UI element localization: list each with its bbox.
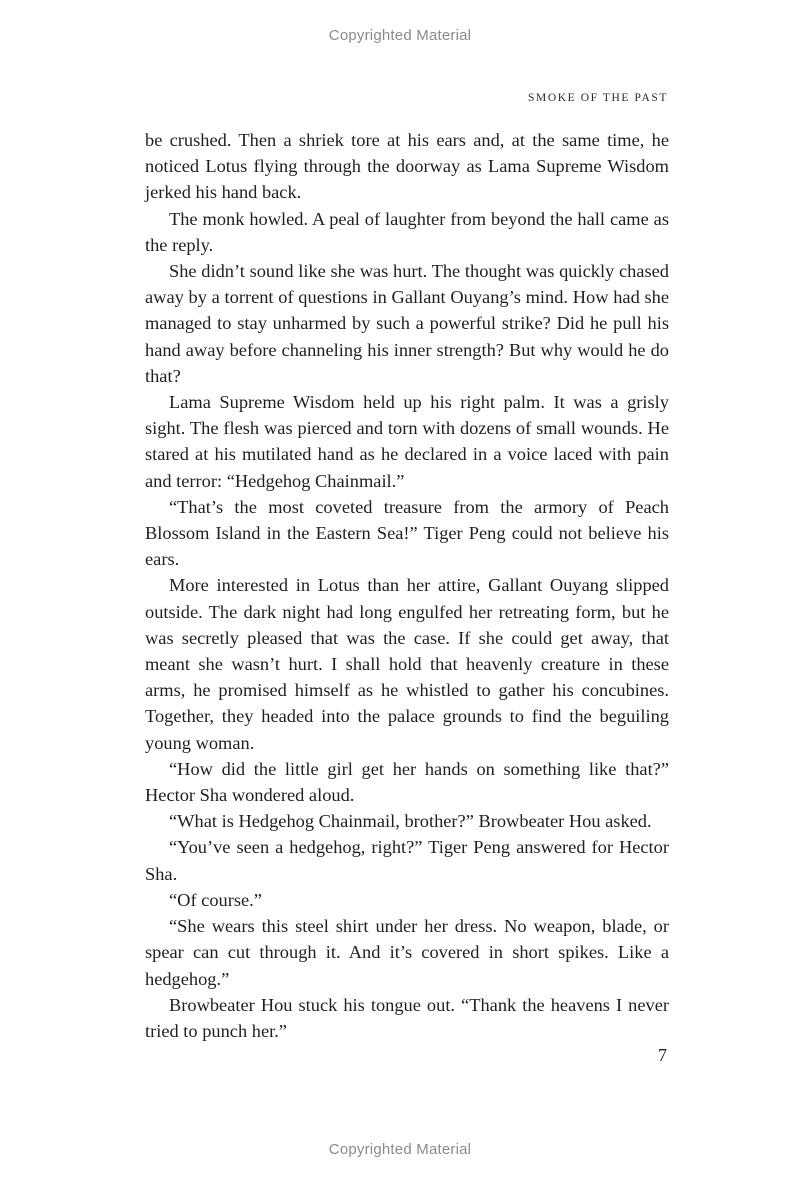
paragraph: be crushed. Then a shriek tore at his ears and, at the same time, he noticed Lotus flying through the doorway as Lama Supreme Wisdom jerked his hand back.	[145, 130, 669, 203]
copyright-watermark-top: Copyrighted Material	[328, 27, 472, 44]
page-number: 7	[658, 1045, 667, 1065]
copyright-watermark-bottom: Copyrighted Material	[328, 1141, 472, 1158]
paragraph: “How did the little girl get her hands on something like that?” Hector Sha wondered aloud.	[145, 758, 669, 806]
paragraph: She didn’t sound like she was hurt. The thought was quickly chased away by a torrent of questions in Gallant Ouyang’s mind. How had she managed to stay unharmed by such a powerful strike? Did he pull his hand away before channeling his inner strength? But why would he do that?	[145, 261, 669, 386]
paragraph: “What is Hedgehog Chainmail, brother?” Browbeater Hou asked.	[169, 811, 652, 832]
paragraph: More interested in Lotus than her attire, Gallant Ouyang slipped outside. The dark night had long engulfed her retreating form, but he was secretly pleased that was the case. If she could get away, that meant she wasn’t hurt. I shall hold that heavenly creature in these arms, he promised himself as he whistled to gather his concubines. Together, they headed into the palace grounds to find the beguiling young woman.	[145, 575, 669, 753]
paragraph: “You’ve seen a hedgehog, right?” Tiger Peng answered for Hector Sha.	[145, 837, 669, 884]
paragraph: “She wears this steel shirt under her dress. No weapon, blade, or spear can cut through it. And it’s covered in short spikes. Like a hedgehog.”	[145, 916, 669, 989]
running-head: SMOKE OF THE PAST	[528, 92, 668, 104]
paragraph: “That’s the most coveted treasure from the armory of Peach Blossom Island in the Eastern Sea!” Tiger Peng could not believe his ears.	[145, 496, 669, 570]
paragraph: The monk howled. A peal of laughter from beyond the hall came as the reply.	[145, 208, 669, 255]
paragraph: Browbeater Hou stuck his tongue out. “Thank the heavens I never tried to punch her.”	[145, 994, 669, 1041]
paragraph: Lama Supreme Wisdom held up his right palm. It was a grisly sight. The flesh was pierced and torn with dozens of small wounds. He stared at his mutilated hand as he declared in a voice laced with pain and terror: “Hedgehog Chainmail.”	[145, 392, 669, 491]
paragraph: “Of course.”	[169, 889, 262, 910]
body-text	[145, 127, 669, 1044]
